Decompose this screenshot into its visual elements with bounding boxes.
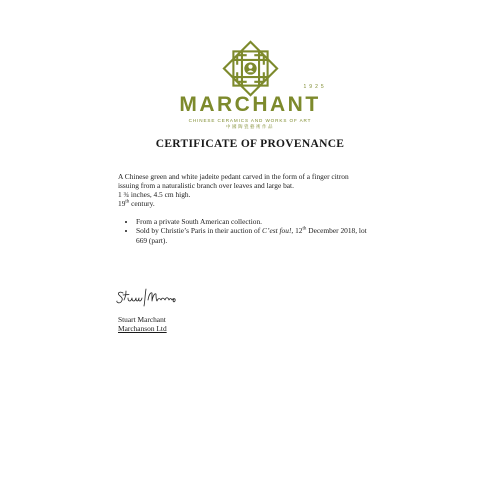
provenance-list — [118, 217, 408, 244]
brand-chinese-tagline: 中國陶瓷藝術作品 — [226, 125, 274, 130]
provenance-item: • From a private South American collection. — [136, 217, 408, 226]
certificate-title: CERTIFICATE OF PROVENANCE — [155, 138, 345, 150]
sale-lot: 669 (part). — [136, 235, 168, 245]
century-line — [118, 199, 408, 208]
sale-date: , 12 — [291, 226, 303, 236]
description-line: issuing from a naturalistic branch over leaves and large bat. — [118, 181, 294, 191]
auction-title: C’est fou! — [262, 226, 292, 236]
signer-company: Marchanson Ltd — [118, 324, 167, 333]
brand-name-wrap — [179, 84, 327, 117]
century-number: 19 — [118, 199, 126, 209]
description-line: A Chinese green and white jadeite pedant carved in the form of a finger citron — [118, 172, 349, 181]
sale-rest: December 2018, lot — [306, 226, 367, 236]
century-suffix: th — [125, 199, 130, 205]
century-word: century. — [131, 199, 155, 209]
brand-block — [0, 84, 500, 130]
brand-year: 1925 — [303, 84, 327, 90]
date-suffix: th — [302, 227, 307, 232]
signer-name: Stuart Marchant — [118, 315, 166, 324]
brand-name: MARCHANT — [179, 93, 321, 116]
provenance-item — [136, 226, 408, 244]
sale-prefix: Sold by Christie’s Paris in their auction of — [136, 226, 263, 236]
handwritten-signature — [114, 286, 180, 308]
lattice-medallion-logo — [222, 40, 279, 97]
signer-block — [118, 315, 167, 333]
brand-tagline: CHINESE CERAMICS AND WORKS OF ART — [188, 118, 312, 123]
dimensions-line: 1 ¾ inches, 4.5 cm high. — [118, 190, 191, 200]
certificate-body — [118, 172, 408, 245]
